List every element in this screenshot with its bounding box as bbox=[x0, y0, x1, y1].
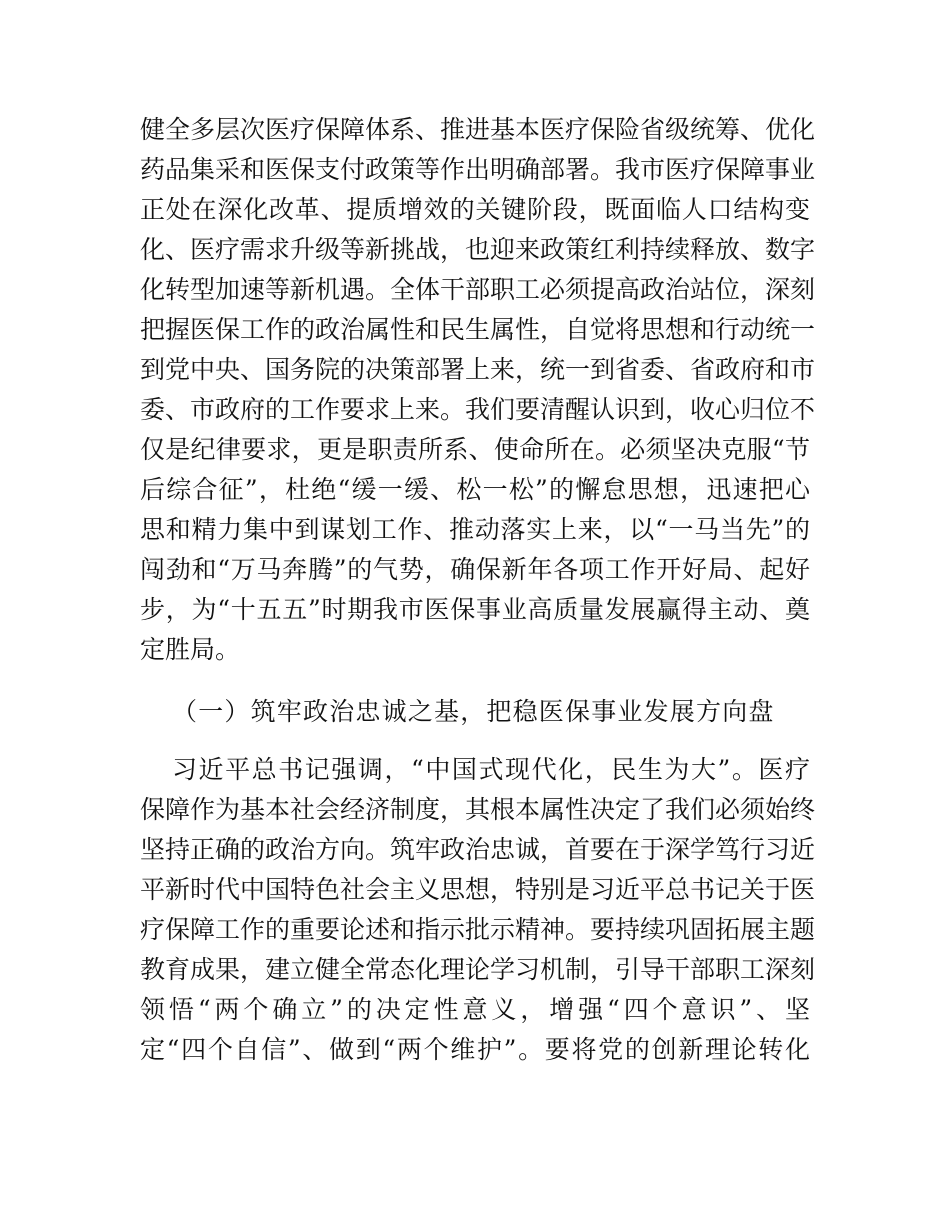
text-line: 仅是纪律要求，更是职责所系、使命所在。必须坚决克服“节 bbox=[140, 435, 810, 464]
text-line: 后综合征”，杜绝“缓一缓、松一松”的懈怠思想，迅速把心 bbox=[140, 475, 810, 504]
text-line: 教育成果，建立健全常态化理论学习机制，引导干部职工深刻 bbox=[140, 955, 816, 984]
section-heading: （一）筑牢政治忠诚之基，把稳医保事业发展方向盘 bbox=[172, 697, 775, 726]
text-line: 习近平总书记强调，“中国式现代化，民生为大”。医疗 bbox=[172, 755, 810, 784]
text-line: 委、市政府的工作要求上来。我们要清醒认识到，收心归位不 bbox=[140, 395, 816, 424]
text-line: 到党中央、国务院的决策部署上来，统一到省委、省政府和市 bbox=[140, 355, 816, 384]
text-line: 定胜局。 bbox=[140, 635, 241, 664]
text-line: 步，为“十五五”时期我市医保事业高质量发展赢得主动、奠 bbox=[140, 595, 810, 624]
text-line: 疗保障工作的重要论述和指示批示精神。要持续巩固拓展主题 bbox=[140, 915, 816, 944]
text-line: 健全多层次医疗保障体系、推进基本医疗保险省级统筹、优化 bbox=[140, 115, 816, 144]
text-line: 平新时代中国特色社会主义思想，特别是习近平总书记关于医 bbox=[140, 875, 816, 904]
text-line: 化转型加速等新机遇。全体干部职工必须提高政治站位，深刻 bbox=[140, 275, 816, 304]
text-line: 化、医疗需求升级等新挑战，也迎来政策红利持续释放、数字 bbox=[140, 235, 816, 264]
text-line: 正处在深化改革、提质增效的关键阶段，既面临人口结构变 bbox=[140, 195, 810, 224]
text-line: 药品集采和医保支付政策等作出明确部署。我市医疗保障事业 bbox=[140, 155, 816, 184]
text-line: 定“四个自信”、做到“两个维护”。要将党的创新理论转化 bbox=[140, 1035, 810, 1064]
text-line: 闯劲和“万马奔腾”的气势，确保新年各项工作开好局、起好 bbox=[140, 555, 810, 584]
text-line: 思和精力集中到谋划工作、推动落实上来，以“一马当先”的 bbox=[140, 515, 810, 544]
text-line: 把握医保工作的政治属性和民生属性，自觉将思想和行动统一 bbox=[140, 315, 816, 344]
text-line: 领悟“两个确立”的决定性意义，增强“四个意识”、坚 bbox=[140, 995, 810, 1024]
text-line: 坚持正确的政治方向。筑牢政治忠诚，首要在于深学笃行习近 bbox=[140, 835, 816, 864]
text-line: 保障作为基本社会经济制度，其根本属性决定了我们必须始终 bbox=[140, 795, 816, 824]
